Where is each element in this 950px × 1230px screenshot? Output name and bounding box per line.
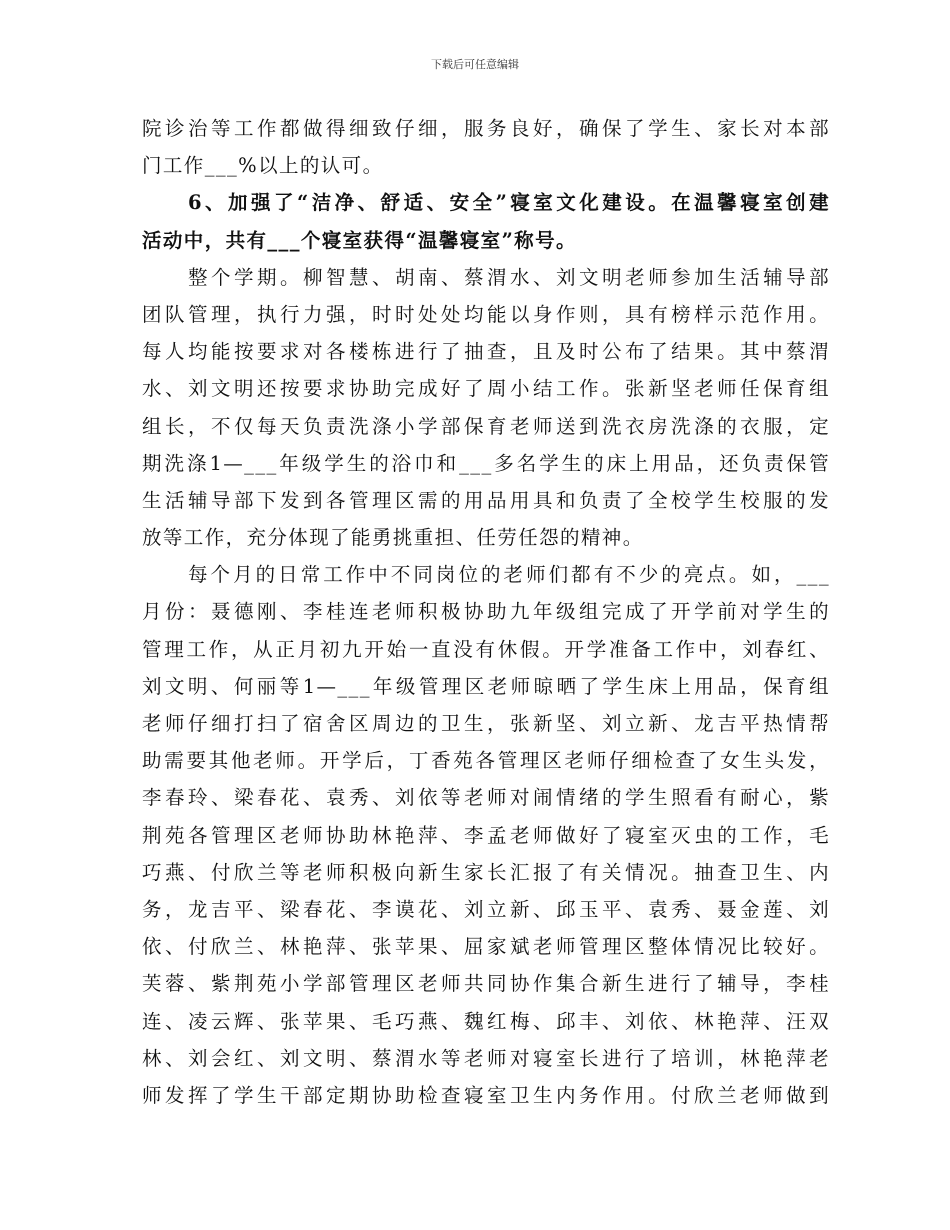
text-line: 芙蓉、紫荆苑小学部管理区老师共同协作集合新生进行了辅导，李桂: [142, 972, 830, 996]
text-line: 门工作___%以上的认可。: [142, 154, 384, 178]
text-line: 整个学期。柳智慧、胡南、蔡渭水、刘文明老师参加生活辅导部: [188, 265, 830, 289]
page-header: 下载后可任意编辑: [431, 58, 519, 71]
text-line: 水、刘文明还按要求协助完成好了周小结工作。张新坚老师任保育组: [142, 377, 830, 401]
text-line: 巧燕、付欣兰等老师积极向新生家长汇报了有关情况。抽查卫生、内: [142, 860, 830, 884]
text-line: 务，龙吉平、梁春花、李谟花、刘立新、邱玉平、袁秀、聂金莲、刘: [142, 897, 830, 921]
text-line: 老师仔细打扫了宿舍区周边的卫生，张新坚、刘立新、龙吉平热情帮: [142, 712, 830, 735]
text-line: 月份：聂德刚、李桂连老师积极协助九年级组完成了开学前对学生的: [142, 600, 830, 624]
text-line: 活动中，共有___个寝室获得“温馨寝室”称号。: [142, 228, 577, 252]
text-line: 管理工作，从正月初九开始一直没有休假。开学准备工作中，刘春红、: [142, 637, 830, 661]
text-line: 师发挥了学生干部定期协助检查寝室卫生内务作用。付欣兰老师做到: [142, 1083, 830, 1107]
text-line: 期洗涤1—___年级学生的浴巾和___多名学生的床上用品，还负责保管: [142, 451, 830, 475]
text-line: 连、凌云辉、张苹果、毛巧燕、魏红梅、邱丰、刘依、林艳萍、汪双: [142, 1009, 830, 1033]
text-line: 放等工作，充分体现了能勇挑重担、任劳任怨的精神。: [142, 526, 644, 550]
text-line: 刘文明、何丽等1—___年级管理区老师晾晒了学生床上用品，保育组: [142, 674, 830, 698]
text-line: 依、付欣兰、林艳萍、张苹果、屈家斌老师管理区整体情况比较好。: [142, 935, 830, 959]
text-line: 院诊治等工作都做得细致仔细，服务良好，确保了学生、家长对本部: [142, 117, 830, 140]
text-line: 每个月的日常工作中不同岗位的老师们都有不少的亮点。如，___: [188, 563, 830, 587]
text-line: 荆苑各管理区老师协助林艳萍、李孟老师做好了寝室灭虫的工作，毛: [142, 823, 830, 847]
text-line: 生活辅导部下发到各管理区需的用品用具和负责了全校学生校服的发: [142, 488, 830, 512]
text-line: 团队管理，执行力强，时时处处均能以身作则，具有榜样示范作用。: [142, 302, 830, 326]
text-line: 李春玲、梁春花、袁秀、刘依等老师对闹情绪的学生照看有耐心，紫: [142, 786, 830, 810]
text-line: 林、刘会红、刘文明、蔡渭水等老师对寝室长进行了培训，林艳萍老: [142, 1046, 830, 1070]
text-line: 组长，不仅每天负责洗涤小学部保育老师送到洗衣房洗涤的衣服，定: [142, 414, 830, 438]
document-body: [142, 110, 830, 1114]
text-line: 助需要其他老师。开学后，丁香苑各管理区老师仔细检查了女生头发，: [142, 749, 830, 773]
text-line: 每人均能按要求对各楼栋进行了抽查，且及时公布了结果。其中蔡渭: [142, 340, 830, 364]
text-line: 6、加强了“洁净、舒适、安全”寝室文化建设。在温馨寝室创建: [188, 191, 830, 215]
